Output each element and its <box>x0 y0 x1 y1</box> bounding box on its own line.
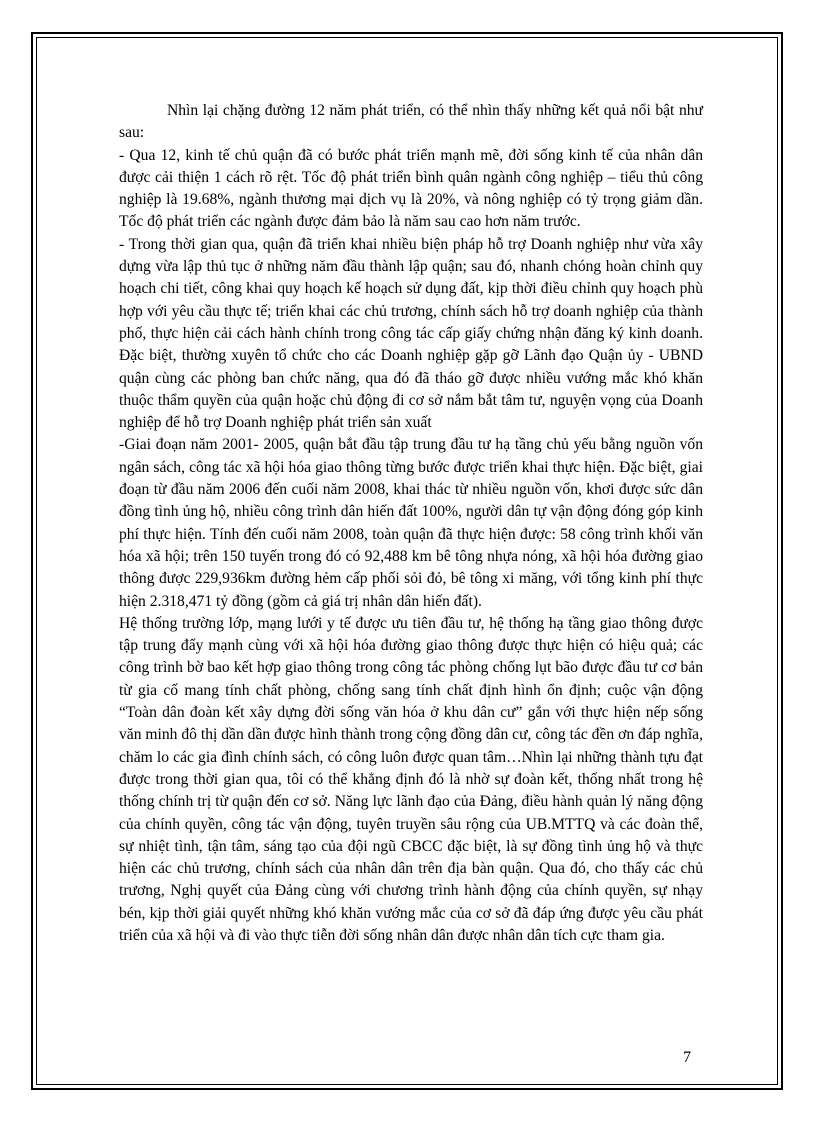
paragraph-economy: - Qua 12, kinh tế chủ quận đã có bước phát triển mạnh mẽ, đời sống kinh tế của nhân dân được cải thiện 1 cách rõ rệt. Tốc độ phát triển bình quân ngành công nghiệp – tiểu thủ công nghiệp là 19.68%, ngành thương mại dịch vụ là 20%, và nông nghiệp có tỷ trọng giảm dần. Tốc độ phát triển các ngành được đảm bảo là năm sau cao hơn năm trước. <box>119 146 703 231</box>
paragraph-intro: Nhìn lại chặng đường 12 năm phát triển, có thể nhìn thấy những kết quả nổi bật như sau: <box>119 102 703 142</box>
paragraph-achievements: Hệ thống trường lớp, mạng lưới y tế được ưu tiên đầu tư, hệ thống hạ tầng giao thông được tập trung đẩy mạnh cùng với xã hội hóa đường giao thông được thực hiện có hiệu quả; các công trình bờ bao kết hợp giao thông trong công tác phòng chống lụt bão được đầu tư cơ bản từ gia cố mang tính chất phòng, chống sang tính chất định hình ổn định; cuộc vận động “Toàn dân đoàn kết xây dựng đời sống văn hóa ở khu dân cư” gắn với thực hiện nếp sống văn minh đô thị dần dần được hình thành trong cộng đồng dân cư, công tác đền ơn đáp nghĩa, chăm lo các gia đình chính sách, có công luôn được quan tâm…Nhìn lại những thành tựu đạt được trong thời gian qua, tôi có thể khẳng định đó là nhờ sự đoàn kết, thống nhất trong hệ thống chính trị từ quận đến cơ sở. Năng lực lãnh đạo của Đảng, điều hành quản lý năng động của chính quyền, công tác vận động, tuyên truyền sâu rộng của UB.MTTQ và các đoàn thể, sự nhiệt tình, tận tâm, sáng tạo của đội ngũ CBCC đặc biệt, là sự đồng tình ủng hộ và thực hiện các chủ trương, chính sách của nhân dân trên địa bàn quận. Qua đó, cho thấy các chủ trương, Nghị quyết của Đảng cùng với chương trình hành động của chính quyền, sự nhạy bén, kịp thời giải quyết những khó khăn vướng mắc của cơ sở đã đáp ứng được yêu cầu phát triển của xã hội và đi vào thực tiễn đời sống nhân dân được nhân dân tích cực tham gia. <box>119 614 703 944</box>
paragraph-business-support: - Trong thời gian qua, quận đã triển khai nhiều biện pháp hỗ trợ Doanh nghiệp như vừa xây dựng vừa lập thủ tục ở những năm đầu thành lập quận; sau đó, nhanh chóng hoàn chỉnh quy hoạch chi tiết, công khai quy hoạch kế hoạch sử dụng đất, kịp thời điều chỉnh quy hoạch phù hợp với yêu cầu thực tế; triển khai các chủ trương, chính sách hỗ trợ doanh nghiệp của thành phố, thực hiện cải cách hành chính trong công tác cấp giấy chứng nhận đăng ký kinh doanh. Đặc biệt, thường xuyên tổ chức cho các Doanh nghiệp gặp gỡ Lãnh đạo Quận ủy - UBND quận cùng các phòng ban chức năng, qua đó đã tháo gỡ được nhiều vướng mắc khó khăn thuộc thẩm quyền của quận hoặc chủ động đi cơ sở nắm bắt tâm tư, nguyện vọng của Doanh nghiệp để hỗ trợ Doanh nghiệp phát triển sản xuất <box>119 235 703 432</box>
page-number: 7 <box>683 1049 691 1066</box>
document-body <box>119 100 703 947</box>
paragraph-infrastructure: -Giai đoạn năm 2001- 2005, quận bắt đầu tập trung đầu tư hạ tầng chủ yếu bằng nguồn vốn ngân sách, công tác xã hội hóa giao thông từng bước được triển khai thực hiện. Đặc biệt, giai đoạn từ đầu năm 2006 đến cuối năm 2008, khai thác từ nhiều nguồn vốn, khơi được sức dân đồng tình ủng hộ, nhiều công trình dân hiến đất 100%, người dân tự vận động đóng góp kinh phí thực hiện. Tính đến cuối năm 2008, toàn quận đã thực hiện được: 58 công trình khối văn hóa xã hội; trên 150 tuyến trong đó có 92,488 km bê tông nhựa nóng, xã hội hóa đường giao thông được 229,936km đường hẻm cấp phối sỏi đỏ, bê tông xi măng, với tổng kinh phí thực hiện 2.318,471 tỷ đồng (gồm cả giá trị nhân dân hiến đất). <box>119 436 703 610</box>
